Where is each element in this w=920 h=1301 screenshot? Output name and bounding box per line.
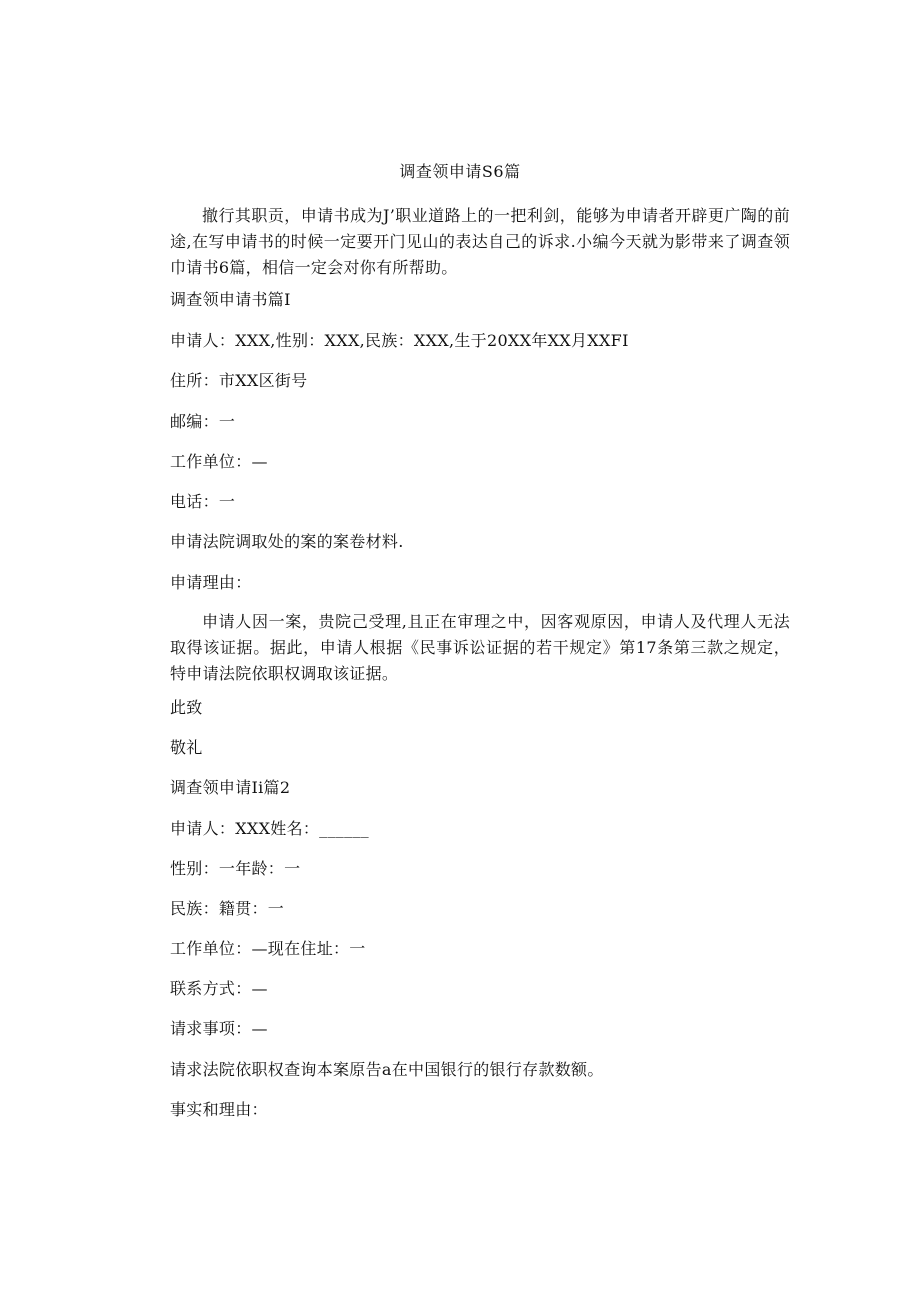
document-title: 调查领申请S6篇 [399,162,521,181]
address-line-1: 住所：市XX区街号 [170,371,308,390]
phone-line-1: 电话：一 [170,492,236,511]
contact-line-2: 联系方式：— [170,979,268,998]
intro-paragraph: 撤行其职贡，申请书成为J’职业道路上的一把利剑，能够为申请者开辟更广陶的前途,在写申请书的时候一定要开门见山的表达自己的诉求.小编今天就为影带来了调查领巾请书6篇，相信一定会对你有所帮助。 [170,206,790,277]
applicant-info-2: 申请人：XXX姓名：______ [170,819,369,838]
request-line-1: 申请法院调取处的案的案卷材料. [170,532,404,551]
facts-label-2: 事实和理由： [170,1100,268,1119]
claims-line-2: 请求事项：— [170,1019,268,1038]
gender-age-line-2: 性别：一年龄：一 [170,859,301,878]
closing-line-2: 敬礼 [170,738,203,757]
reason-paragraph-1: 申请人因一案，贵院己受理,且正在审理之中，因客观原因，申请人及代理人无法取得该证据。据此，申请人根据《民事诉讼证据的若干规定》第17条第三款之规定，特申请法院依职权调取该证据。 [170,612,790,683]
claims-detail-line-2: 请求法院依职权查询本案原告a在中国银行的银行存款数额。 [170,1060,604,1079]
section-heading-1: 调查领申请书篇I [170,290,291,309]
closing-line-1: 此致 [170,698,203,717]
applicant-info-1: 申请人：XXX,性别：XXX,民族：XXX,生于20XX年XX月XXFI [170,331,629,350]
section-heading-2: 调查领申请Ii篇2 [170,778,291,797]
workplace-line-1: 工作单位：— [170,452,268,471]
workplace-line-2: 工作单位：—现在住址：一 [170,939,366,958]
ethnicity-line-2: 民族：籍贯：一 [170,899,285,918]
postcode-line-1: 邮编：一 [170,412,236,431]
reason-label-1: 申请理由： [170,573,252,592]
